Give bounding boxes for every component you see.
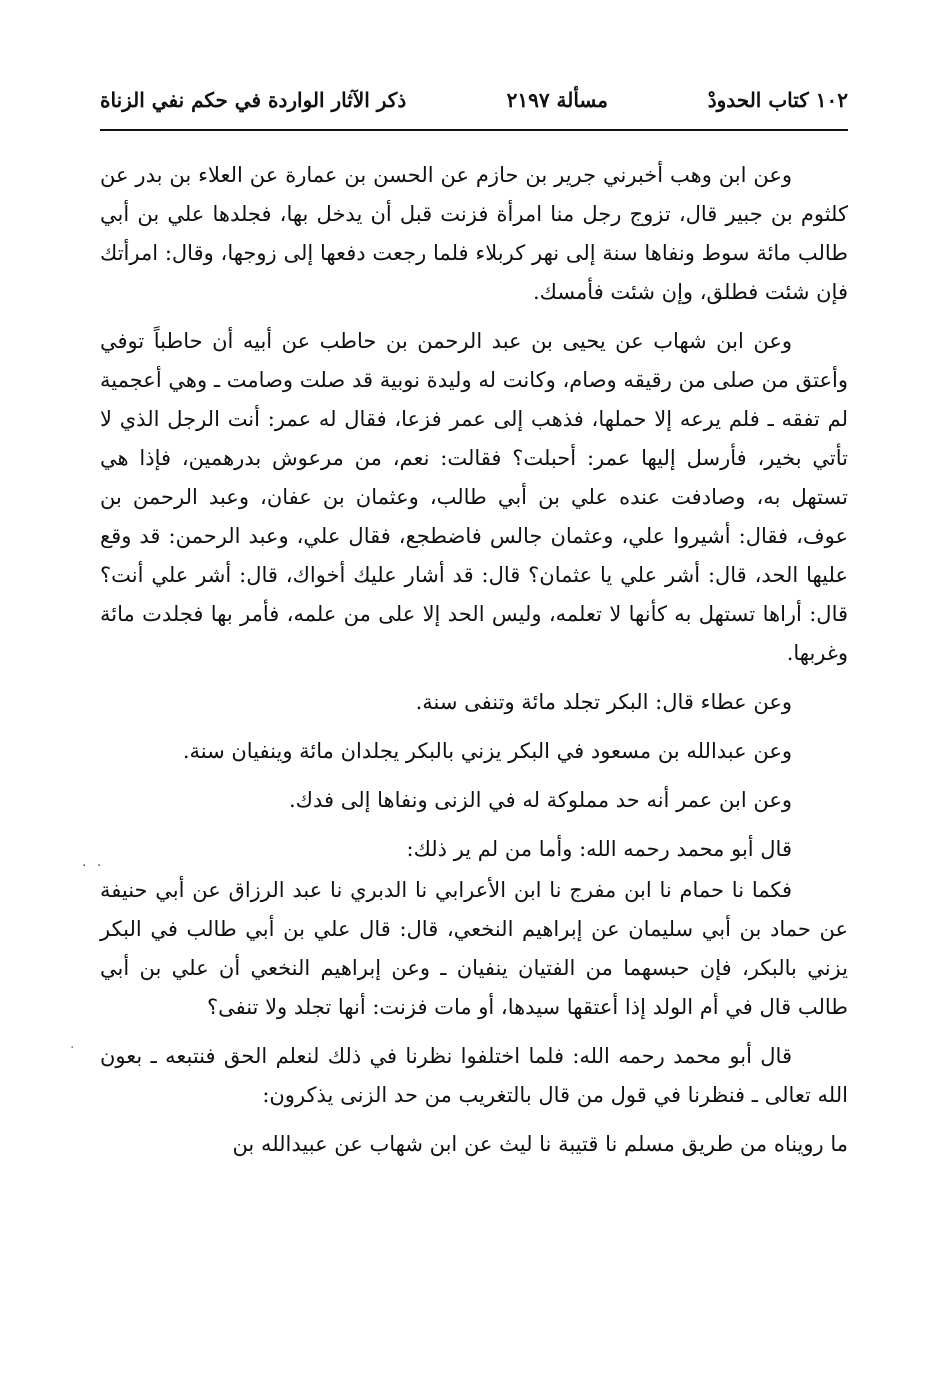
section-title: ذكر الآثار الواردة في حكم نفي الزناة xyxy=(100,88,407,112)
paragraph-ata: وعن عطاء قال: البكر تجلد مائة وتنفى سنة. xyxy=(415,690,792,714)
main-text xyxy=(100,156,848,1174)
paragraph-abu-muhammad-1: قال أبو محمد رحمه الله: وأما من لم ير ذلك: xyxy=(406,837,792,861)
paragraph-ibn-masud: وعن عبدالله بن مسعود في البكر يزني بالبكر يجلدان مائة وينفيان سنة. xyxy=(182,739,792,763)
page-number-and-book-title: ١٠٢ كتاب الحدودْ xyxy=(707,88,848,112)
paragraph-ibn-wahb: وعن ابن وهب أخبرني جرير بن حازم عن الحسن بن عمارة عن العلاء بن بدر عن كلثوم بن جبير قال، تزوج رجل منا امرأة فزنت قبل أن يدخل بها، فجلدها علي بن أبي طالب مائة سوط ونفاها سنة إلى نهر كربلاء فلما رجعت دفعها إلى زوجها، وقال: امرأتك فإن شئت فطلق، وإن شئت فأمسك. xyxy=(100,163,848,304)
paragraph-hammam-chain: فكما نا حمام نا ابن مفرج نا ابن الأعرابي نا الدبري نا عبد الرزاق عن أبي حنيفة عن حماد بن أبي سليمان عن إبراهيم النخعي، قال: قال علي بن أبي طالب في البكر يزني بالبكر، فإن حبسهما من الفتيان ينفيان ـ وعن إبراهيم النخعي أن علي بن أبي طالب قال في أم الولد إذا أعتقها سيدها، أو مات فزنت: أنها تجلد ولا تنفى؟ xyxy=(100,878,848,1019)
running-header xyxy=(100,84,848,124)
paragraph-ibn-shihab: وعن ابن شهاب عن يحيى بن عبد الرحمن بن حاطب عن أبيه أن حاطباً توفي وأعتق من صلى من رقيقه وصام، وكانت له وليدة نوبية قد صلت وصامت ـ وهي أعجمية لم تفقه ـ فلم يرعه إلا حملها، فذهب إلى عمر فزعا، فقال له عمر: أنت الرجل الذي لا تأتي بخير، فأرسل إليها عمر: أحبلت؟ فقالت: نعم، من مرعوش بدرهمين، فإذا هي تستهل به، وصادفت عنده علي بن أبي طالب، وعثمان بن عفان، وعبد الرحمن بن عوف، فقال: أشيروا علي، وعثمان جالس فاضطجع، فقال علي، وعبد الرحمن: قد وقع عليها الحد، قال: أشر علي يا عثمان؟ قال: قد أشار عليك أخواك، قال: أشر علي أنت؟ قال: أراها تستهل به كأنها لا تعلمه، وليس الحد إلا على من علمه، فأمر بها فجلدت مائة وغربها. xyxy=(100,329,848,665)
paragraph-ibn-umar: وعن ابن عمر أنه حد مملوكة له في الزنى ونفاها إلى فدك. xyxy=(288,788,792,812)
issue-number: مسألة ٢١٩٧ xyxy=(506,88,608,112)
paragraph-muslim-chain: ما رويناه من طريق مسلم نا قتيبة نا ليث عن ابن شهاب عن عبيدالله بن xyxy=(232,1132,848,1156)
margin-mark: · · xyxy=(82,858,105,874)
margin-mark-small: · xyxy=(70,1040,75,1056)
header-divider xyxy=(100,129,848,131)
paragraph-abu-muhammad-2: قال أبو محمد رحمه الله: فلما اختلفوا نظرنا في ذلك لنعلم الحق فنتبعه ـ بعون الله تعالى ـ فنظرنا في قول من قال بالتغريب من حد الزنى يذكرون: xyxy=(100,1044,848,1107)
